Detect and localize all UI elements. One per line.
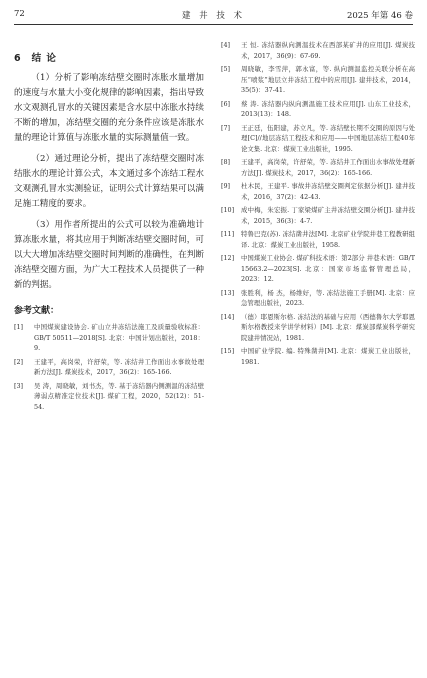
reference-number: [6] [221, 99, 231, 108]
reference-item [14, 381, 204, 413]
reference-number: [7] [221, 123, 231, 132]
reference-number: [13] [221, 288, 235, 297]
left-column [14, 50, 204, 415]
reference-number: [11] [221, 230, 235, 238]
reference-text: 杜木民，王建平. 事故井冻结壁交圈判定依据分析[J]. 建井技术，2016，37(2)：42-43. [241, 182, 415, 201]
reference-item [221, 253, 415, 285]
reference-number: [8] [221, 158, 231, 166]
references-list-left [14, 322, 204, 412]
reference-number: [12] [221, 254, 235, 262]
reference-text: 中国煤炭工业协会. 煤矿科技术语：第2部分 井巷术语：GB/T 15663.2—2023[S]. 北京：国家市场监督管理总局，2023：12. [241, 254, 415, 283]
reference-number: [2] [14, 357, 24, 366]
running-header [14, 8, 413, 22]
conclusion-paragraph-2: （2）通过理论分析，提出了冻结壁交圈时冻结胀水的理论计算公式，本文通过多个冻结工程水文观测孔冒水实测验证，证明公式计算结果可以满足施工精度的要求。 [14, 154, 204, 209]
reference-text: 蔡 涛. 冻结器内纵向测温施工技术应用[J]. 山东工业技术，2013(13)：148. [241, 99, 415, 118]
reference-item [221, 205, 415, 226]
reference-number: [4] [221, 41, 231, 49]
right-column [221, 40, 415, 370]
section-title: 结 论 [31, 53, 57, 64]
reference-number: [15] [221, 347, 235, 355]
reference-text: 特鲁巴克(苏). 冻结凿井法[M]. 北京矿业学院井巷工程教研组译. 北京：煤炭工业出版社，1958. [241, 230, 415, 249]
page-number: 72 [14, 9, 25, 19]
reference-text: 王建平，高岗荣，许舒荣，等. 冻结井工作面出水事故处理新方法[J]. 煤炭技术，2017，36(2)：165-166. [241, 158, 415, 177]
reference-text: 王建平，高岗荣，许舒荣，等. 冻结井工作面出水事故处理新方法[J]. 煤炭技术，2017，36(2)：165-166. [34, 357, 204, 376]
reference-text: 张胜利，杨 杰，杨维好，等. 冻结法施工手册[M]. 北京：应急管理出版社，2023. [241, 288, 415, 307]
reference-item [221, 181, 415, 202]
reference-item [221, 312, 415, 344]
reference-text: 中国煤炭建设协会. 矿山立井冻结法施工及质量验收标准：GB/T 50511—2018[S]. 北京：中国计划出版社，2018：9. [34, 323, 204, 352]
reference-number: [9] [221, 182, 231, 190]
reference-text: 周晓敏，李雪萍，郭永富，等. 纵向测温监控关联分析在高压“喷浆”地层立井冻结工程中的应用[J]. 建井技术，2014，35(5)：37-41. [241, 65, 415, 94]
reference-number: [5] [221, 65, 231, 73]
reference-number: [1] [14, 323, 24, 331]
reference-item [221, 288, 415, 309]
reference-text: 吴 涛，周晓敏，刘书杰，等. 基于冻结器内侧测温的冻结壁薄弱点精准定位技术[J]. 煤矿工程，2020，52(12)：51-54. [34, 381, 204, 411]
journal-title: 建 井 技 术 [181, 11, 246, 21]
reference-item [221, 229, 415, 250]
reference-text: 王正廷，伍阳建，苏立凡，等. 冻结壁长期不交圈的原因与处理[C]//地层冻结工程技术和应用——中国地层冻结工程40年论文集. 北京：煤炭工业出版社，1995. [241, 123, 415, 153]
reference-item [221, 123, 415, 155]
reference-item [221, 64, 415, 96]
header-rule [14, 24, 413, 25]
reference-number: [3] [14, 381, 24, 390]
reference-item [14, 322, 204, 354]
reference-text: 成中梅，朱宏振. 丁家梁煤矿主井冻结壁交圈分析[J]. 建井技术，2015，36(3)：4-7. [241, 206, 415, 225]
reference-item [221, 99, 415, 120]
conclusion-paragraph-1: （1）分析了影响冻结壁交圈时冻胀水量增加的速度与水量大小变化规律的影响因素，指出导致水文观测孔冒水的关键因素是含水层中冻胀水持续不断的增加，冻结壁交圈的充分条件应该是冻胀水量的理论计算值与冻胀水量的实际测量值一致。 [14, 73, 204, 143]
conclusion-paragraph-3: （3）用作者所提出的公式可以较为准确地计算冻胀水量，将其应用于判断冻结壁交圈时间，可以大大增加冻结壁交圈时间判断的准确性，在判断冻结壁交圈方面，为广大工程技术人员提供了一种新的判据。 [14, 220, 204, 290]
reference-number: [14] [221, 312, 235, 321]
reference-item [221, 40, 415, 61]
reference-item [14, 357, 204, 378]
reference-text: 王 恒. 冻结器纵向测温技术在西部某矿井的应用[J]. 煤炭技术，2017，36(9)：67-69. [241, 41, 415, 60]
reference-text: 中国矿业学院. 编. 特殊凿井[M]. 北京：煤炭工业出版社，1981. [241, 347, 415, 366]
reference-number: [10] [221, 206, 235, 214]
reference-item [221, 346, 415, 367]
issue-info: 2025 年第 46 卷 [346, 11, 413, 21]
section-heading [14, 50, 204, 64]
reference-text: （德）耶恩斯尔格. 冻结法的基础与应用（西德鲁尔大学耶恩斯尔格教授来学讲学材料）[M]. 北京：煤炭部煤炭科学研究院建井情况站，1981. [241, 312, 415, 342]
reference-item [221, 157, 415, 178]
section-number: 6 [14, 53, 22, 64]
references-heading: 参考文献： [14, 306, 60, 316]
